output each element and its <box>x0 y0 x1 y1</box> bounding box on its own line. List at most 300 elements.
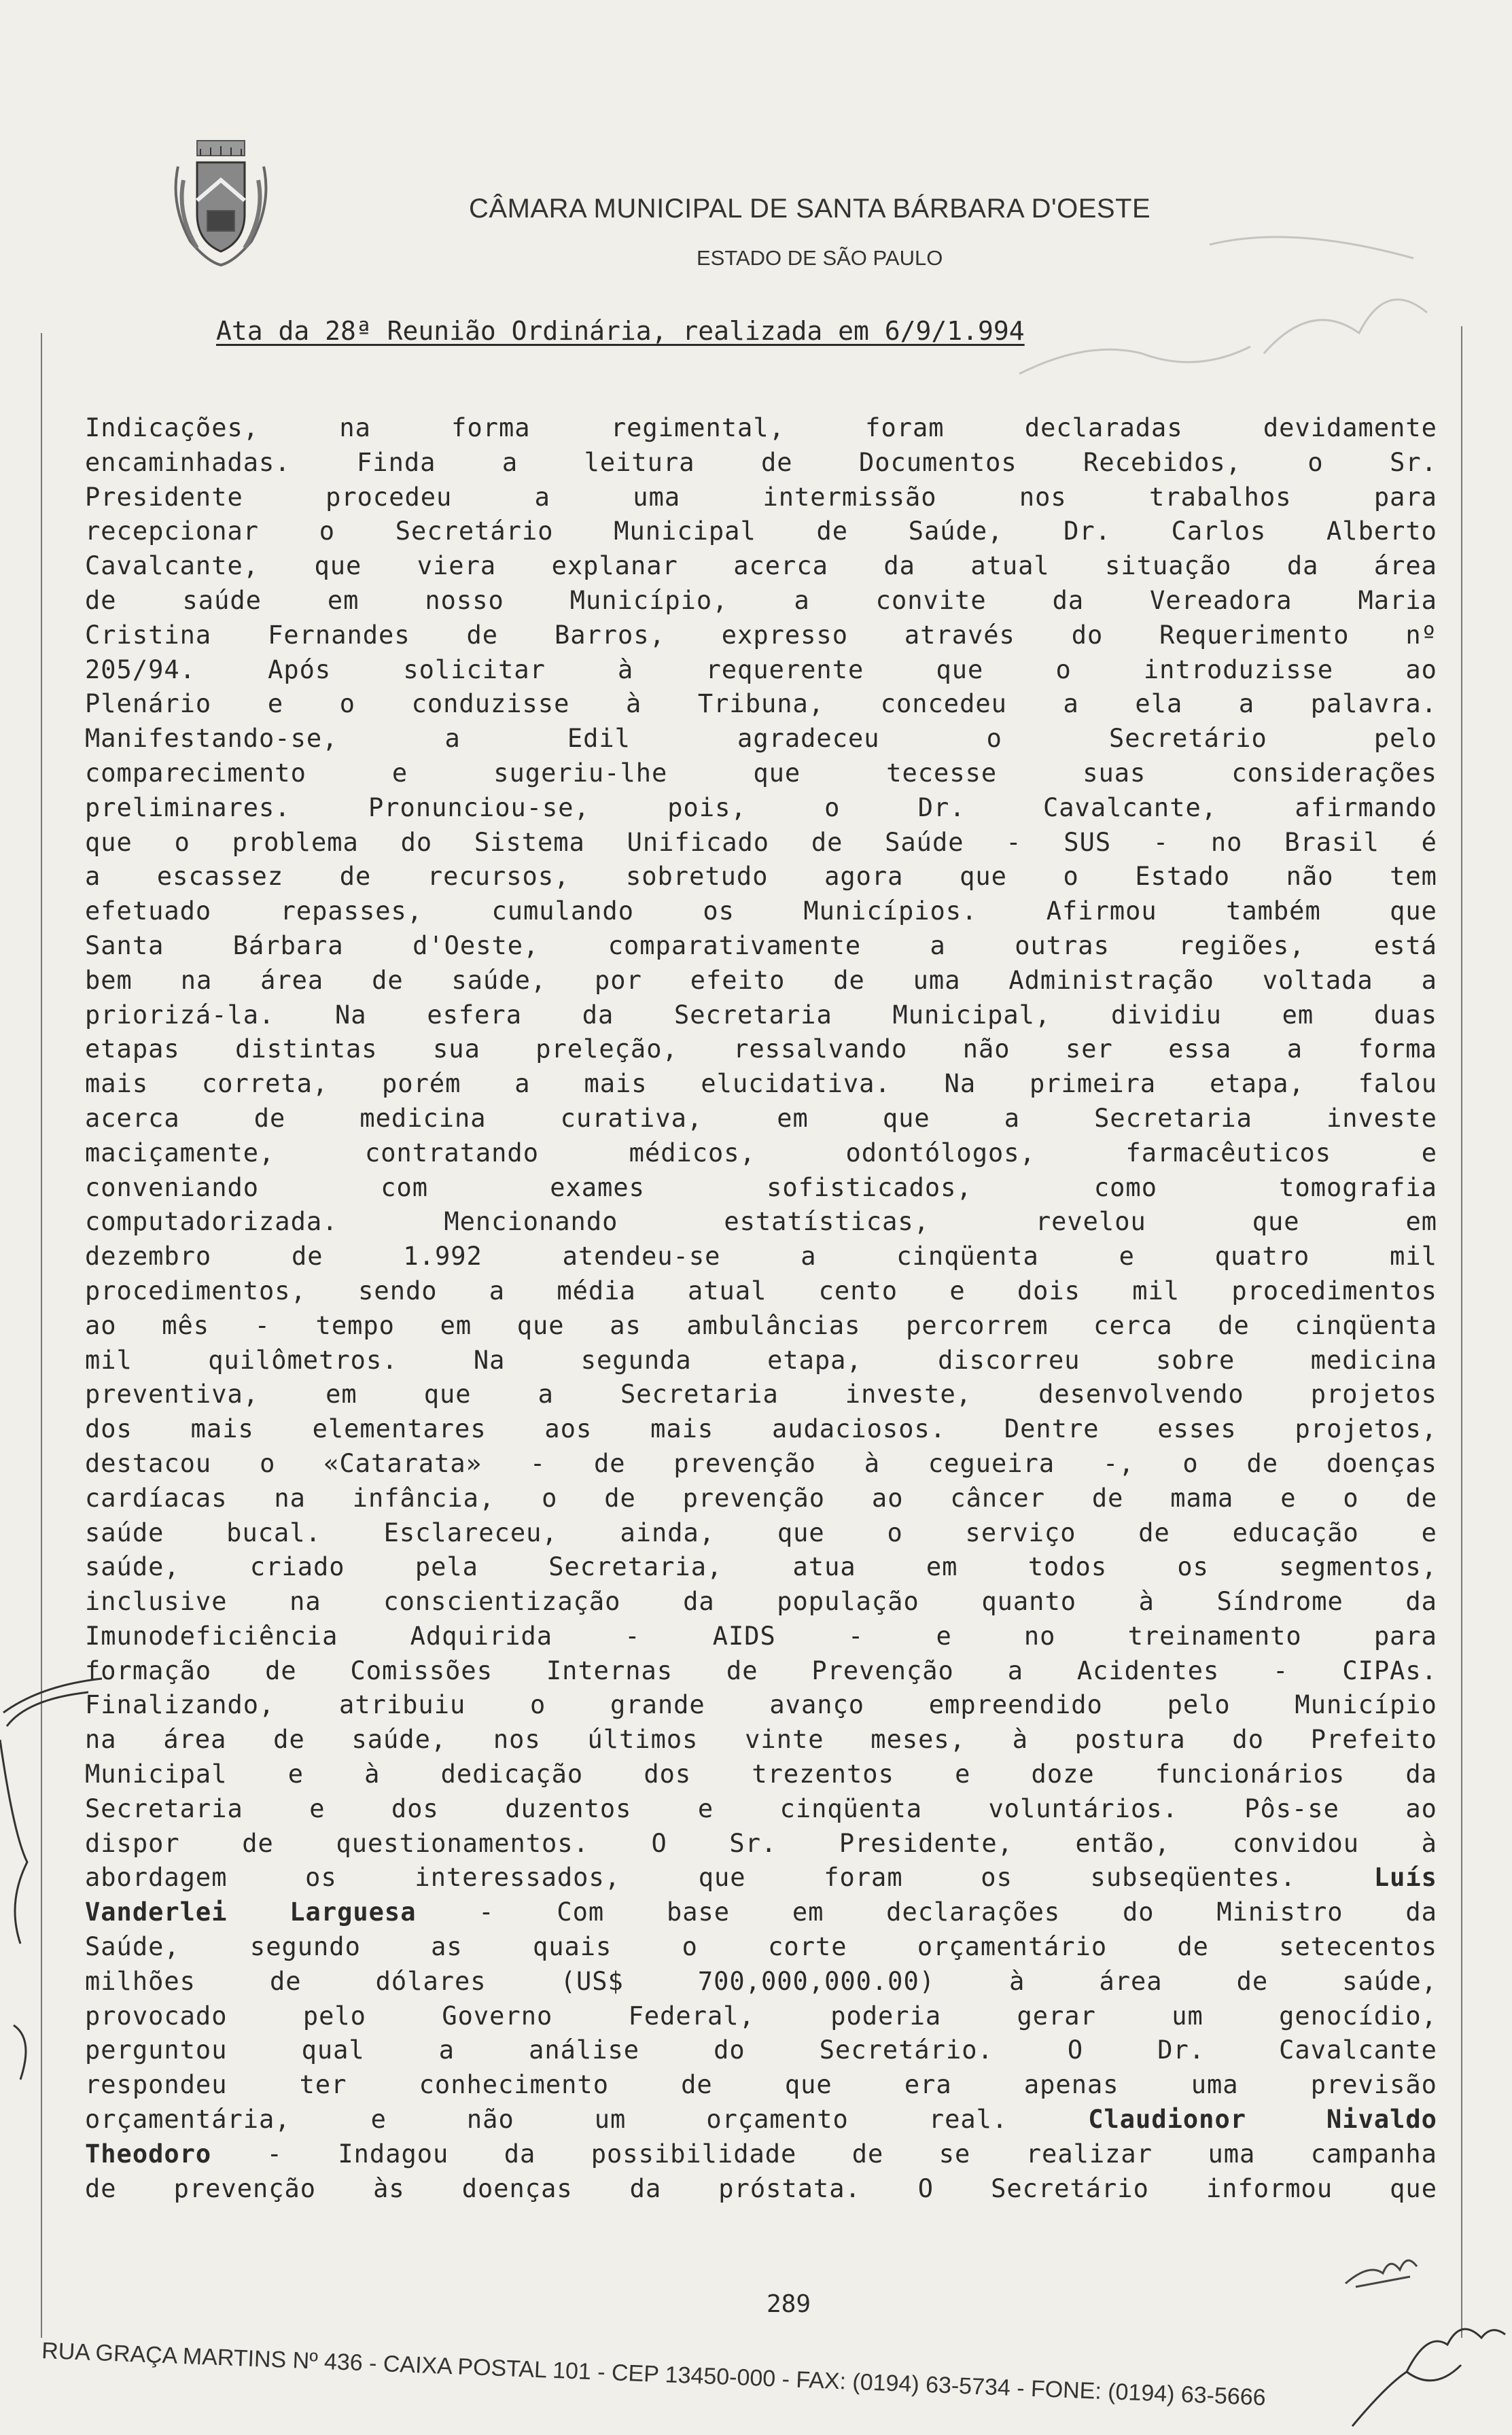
body-word: O <box>1067 2035 1084 2065</box>
body-word: requerente <box>705 654 864 684</box>
body-word: da <box>1405 1587 1437 1617</box>
body-word: computadorizada. <box>85 1207 338 1237</box>
body-word: dedicação <box>440 1759 584 1789</box>
body-word: preleção, <box>535 1034 678 1064</box>
body-word: atribuiu <box>339 1690 466 1720</box>
body-word: da <box>1286 551 1319 581</box>
body-word: Saúde, <box>85 1932 180 1962</box>
body-word: pelo <box>302 2001 366 2031</box>
body-word: da <box>504 2139 536 2169</box>
body-word: prevenção <box>173 2173 317 2203</box>
body-word: Finalizando, <box>85 1690 275 1720</box>
body-word: Municipal <box>85 1759 228 1789</box>
body-word: a <box>85 862 101 892</box>
body-line <box>85 1240 1437 1274</box>
body-word: efetuado <box>85 896 212 926</box>
body-line <box>85 1895 1437 1930</box>
body-word: formação <box>85 1656 212 1685</box>
body-word: em <box>792 1897 824 1927</box>
body-word: percorrem <box>906 1310 1049 1340</box>
body-line <box>85 722 1437 756</box>
body-line <box>85 1171 1437 1206</box>
body-word: do <box>1232 1725 1264 1755</box>
body-word: projetos, <box>1295 1414 1437 1444</box>
body-word: escassez <box>156 862 284 892</box>
body-word: - <box>625 1621 641 1651</box>
body-word: duas <box>1373 1000 1437 1030</box>
body-word: cardíacas <box>85 1483 228 1513</box>
body-word: - <box>847 1621 864 1651</box>
body-word: quanto <box>981 1587 1077 1617</box>
body-word: convidou <box>1232 1828 1360 1858</box>
body-word: Larguesa <box>289 1897 417 1927</box>
body-word: meses, <box>871 1725 966 1755</box>
body-word: doze <box>1031 1759 1095 1789</box>
body-word: interessados, <box>415 1863 621 1893</box>
body-word: dois <box>1017 1276 1080 1306</box>
body-word: em <box>777 1103 809 1133</box>
body-word: Presidente, <box>839 1828 1013 1858</box>
body-line <box>85 480 1437 515</box>
body-word: grande <box>610 1690 705 1720</box>
body-word: vinte <box>745 1725 824 1755</box>
body-word: pelo <box>1373 724 1437 754</box>
body-word: priorizá-la. <box>85 1000 275 1030</box>
body-line <box>85 2033 1437 2068</box>
body-word: mais <box>85 1069 149 1099</box>
body-word: - <box>1153 827 1170 857</box>
body-word: do <box>400 827 433 857</box>
body-word: em <box>926 1552 958 1582</box>
body-word: a <box>794 585 810 615</box>
body-word: Maria <box>1358 585 1437 615</box>
body-word: solicitar <box>403 654 546 684</box>
body-word: na <box>339 413 371 442</box>
body-word: comparativamente <box>608 930 862 960</box>
body-word: mama <box>1170 1483 1234 1513</box>
body-word: Pôs-se <box>1244 1793 1339 1823</box>
body-word: era <box>904 2070 952 2100</box>
body-word: à <box>625 689 642 719</box>
body-line <box>85 687 1437 722</box>
body-word: Vereadora <box>1150 585 1293 615</box>
body-word: - <box>478 1897 495 1927</box>
body-line <box>85 1757 1437 1792</box>
body-word: a <box>534 482 550 512</box>
body-line <box>85 1965 1437 1999</box>
body-word: saúde, <box>85 1552 180 1582</box>
body-word: porém <box>382 1069 461 1099</box>
body-line <box>85 2137 1437 2172</box>
body-word: segunda <box>580 1345 692 1375</box>
body-word: a <box>801 1242 817 1272</box>
body-word: orçamentário <box>917 1932 1108 1962</box>
body-word: não <box>466 2105 514 2135</box>
body-word: de <box>1138 1518 1170 1547</box>
body-word: por <box>595 965 642 995</box>
body-word: esfera <box>427 1000 522 1030</box>
body-word: subseqüentes. <box>1090 1863 1297 1893</box>
body-word: a <box>502 447 518 477</box>
body-word: para <box>1373 482 1437 512</box>
body-word: sugeriu-lhe <box>493 758 668 788</box>
body-word: voltada <box>1262 965 1373 995</box>
body-word: orçamento <box>706 2105 849 2135</box>
body-word: de <box>253 1103 286 1133</box>
body-word: mais <box>650 1414 714 1444</box>
body-word: a <box>1421 965 1437 995</box>
body-word: Fernandes <box>268 620 410 650</box>
body-word: Municipal, <box>892 1000 1051 1030</box>
body-line <box>85 1827 1437 1861</box>
body-word: em <box>1282 1000 1314 1030</box>
body-word: de <box>85 585 117 615</box>
body-word: Afirmou <box>1046 896 1157 926</box>
body-line <box>85 618 1437 653</box>
body-word: a <box>489 1276 506 1306</box>
body-word: treinamento <box>1127 1621 1302 1651</box>
body-word: Theodoro <box>85 2139 212 2169</box>
body-word: mais <box>190 1414 254 1444</box>
body-line <box>85 1032 1437 1067</box>
body-word: - <box>1273 1656 1289 1685</box>
body-word: Administração <box>1008 965 1214 995</box>
body-word: que <box>936 654 984 684</box>
body-word: um <box>1172 2001 1203 2031</box>
body-word: genocídio, <box>1279 2001 1437 2031</box>
body-word: de <box>242 1828 274 1858</box>
body-word: infância, <box>352 1483 495 1513</box>
body-word: ela <box>1135 689 1183 719</box>
body-word: no <box>1023 1621 1056 1651</box>
body-word: como <box>1093 1172 1157 1202</box>
body-word: o <box>1307 447 1324 477</box>
body-word: apenas <box>1023 2070 1119 2100</box>
body-word: da <box>1052 585 1085 615</box>
body-word: sobretudo <box>625 862 769 892</box>
body-word: esses <box>1157 1414 1237 1444</box>
body-line <box>85 1067 1437 1102</box>
body-line <box>85 2172 1437 2207</box>
body-line <box>85 1516 1437 1551</box>
body-word: a <box>1004 1103 1021 1133</box>
body-word: qual <box>301 2035 365 2065</box>
body-line <box>85 1412 1437 1447</box>
minutes-title: Ata da 28ª Reunião Ordinária, realizada em 6/9/1.994 <box>216 316 1025 346</box>
body-word: do <box>714 2035 745 2065</box>
body-word: de <box>273 1725 305 1755</box>
body-word: etapas <box>85 1034 180 1064</box>
corner-signature-icon <box>1346 2304 1509 2433</box>
body-word: postura <box>1074 1725 1186 1755</box>
body-line <box>85 446 1437 480</box>
body-word: de <box>270 1966 302 1996</box>
body-word: poderia <box>830 2001 942 2031</box>
body-word: o <box>1343 1483 1359 1513</box>
body-word: SUS <box>1063 827 1112 857</box>
body-line <box>85 1792 1437 1827</box>
body-word: que <box>753 758 801 788</box>
body-word: explanar <box>551 551 678 581</box>
body-word: exames <box>550 1172 645 1202</box>
body-word: maciçamente, <box>85 1138 275 1168</box>
body-word: Recebidos, <box>1083 447 1242 477</box>
body-word: Cavalcante, <box>85 551 260 581</box>
body-word: O <box>651 1828 667 1858</box>
body-word: etapa, <box>1210 1069 1305 1099</box>
body-word: a <box>444 724 461 754</box>
body-word: distintas <box>235 1034 378 1064</box>
body-word: «Catarata» <box>323 1448 482 1478</box>
body-word: na <box>289 1587 321 1617</box>
body-line <box>85 2103 1437 2137</box>
body-word: Secretaria <box>1094 1103 1252 1133</box>
header-signature-icon <box>1006 217 1454 394</box>
body-word: ter <box>299 2070 347 2100</box>
page-number: 289 <box>767 2290 811 2318</box>
body-word: O <box>917 2173 934 2203</box>
body-line <box>85 1309 1437 1344</box>
body-line <box>85 1688 1437 1723</box>
body-word: área <box>260 965 324 995</box>
body-word: ressalvando <box>733 1034 908 1064</box>
body-word: aos <box>544 1414 593 1444</box>
body-word: nosso <box>425 585 504 615</box>
body-line <box>85 1482 1437 1516</box>
body-word: trezentos <box>752 1759 894 1789</box>
body-word: tecesse <box>886 758 998 788</box>
body-word: possibilidade <box>591 2139 797 2169</box>
body-word: nos <box>493 1725 541 1755</box>
body-word: os <box>981 1863 1013 1893</box>
body-word: regimental, <box>610 413 785 442</box>
body-word: de <box>760 447 793 477</box>
body-word: na <box>85 1725 117 1755</box>
body-word: encaminhadas. <box>85 447 291 477</box>
body-word: audaciosos. <box>771 1414 947 1444</box>
body-word: Acidentes <box>1076 1656 1220 1685</box>
body-word: de <box>372 965 404 995</box>
body-word: e <box>955 1759 971 1789</box>
body-word: doenças <box>461 2173 573 2203</box>
body-word: saúde, <box>1342 1966 1437 1996</box>
body-word: os <box>1177 1552 1209 1582</box>
body-line <box>85 756 1437 791</box>
body-word: 1.992 <box>403 1242 482 1272</box>
body-line <box>85 1447 1437 1482</box>
body-word: quilômetros. <box>208 1345 398 1375</box>
body-word: Documentos <box>858 447 1017 477</box>
body-word: investe, <box>845 1380 972 1409</box>
body-word: nº <box>1405 620 1437 650</box>
body-word: a <box>1286 1034 1303 1064</box>
body-word: conscientização <box>383 1587 621 1617</box>
body-word: ao <box>871 1483 904 1513</box>
body-word: Presidente <box>85 482 243 512</box>
body-word: elucidativa. <box>701 1069 891 1099</box>
body-word: de <box>85 2173 117 2203</box>
body-word: Plenário <box>85 689 212 719</box>
body-word: o <box>887 1518 903 1547</box>
body-word: conduzisse <box>411 689 570 719</box>
body-word: de <box>604 1483 636 1513</box>
body-word: de <box>1177 1932 1209 1962</box>
body-word: declarações <box>886 1897 1061 1927</box>
body-word: da <box>883 551 915 581</box>
body-word: Dr. <box>917 792 966 822</box>
body-word: dos <box>644 1759 692 1789</box>
body-word: concedeu <box>880 689 1007 719</box>
body-word: Indagou <box>338 2139 449 2169</box>
body-word: de <box>1091 1483 1124 1513</box>
body-word: previsão <box>1310 2070 1437 2100</box>
body-word: o <box>1182 1448 1199 1478</box>
body-line <box>85 1930 1437 1965</box>
body-word: Prevenção <box>811 1656 954 1685</box>
body-word: não <box>1286 862 1334 892</box>
body-word: suas <box>1083 758 1146 788</box>
body-word: procedimentos, <box>85 1276 306 1306</box>
body-word: próstata. <box>718 2173 861 2203</box>
body-word: Dr. <box>1157 2035 1206 2065</box>
coat-of-arms-icon <box>170 139 272 268</box>
body-word: dezembro <box>85 1242 212 1272</box>
body-word: às <box>373 2173 405 2203</box>
body-word: prevenção <box>682 1483 826 1513</box>
body-word: (US$ <box>560 1966 624 1996</box>
body-word: do <box>1123 1897 1155 1927</box>
body-word: d'Oeste, <box>412 930 540 960</box>
body-word: Saúde, <box>908 516 1004 546</box>
body-word: regiões, <box>1178 930 1305 960</box>
body-word: Manifestando-se, <box>85 724 338 754</box>
body-word: de <box>466 620 499 650</box>
body-word: saúde <box>85 1518 164 1547</box>
body-word: Indicações, <box>85 413 260 442</box>
body-word: o <box>339 689 355 719</box>
body-line <box>85 2068 1437 2103</box>
body-word: afirmando <box>1295 792 1437 822</box>
body-word: 700,000,000.00) <box>697 1966 935 1996</box>
body-word: educação <box>1232 1518 1359 1547</box>
body-word: a <box>1238 689 1255 719</box>
body-word: problema <box>232 827 359 857</box>
body-word: agradeceu <box>737 724 880 754</box>
body-word: Brasil <box>1284 827 1379 857</box>
body-word: funcionários <box>1155 1759 1346 1789</box>
body-word: Alberto <box>1326 516 1437 546</box>
body-word: Barros, <box>554 620 665 650</box>
body-word: pois, <box>667 792 747 822</box>
body-word: essa <box>1168 1034 1232 1064</box>
chamber-title: CÂMARA MUNICIPAL DE SANTA BÁRBARA D'OESTE <box>469 194 1151 224</box>
body-line <box>85 1344 1437 1378</box>
body-word: Adquirida <box>410 1621 553 1651</box>
body-line <box>85 653 1437 688</box>
body-word: cegueira <box>928 1448 1055 1478</box>
body-word: Cavalcante, <box>1043 792 1218 822</box>
body-word: da <box>1405 1759 1437 1789</box>
body-word: abordagem <box>85 1863 228 1893</box>
body-word: procedeu <box>326 482 453 512</box>
body-word: devidamente <box>1263 413 1437 442</box>
body-word: o <box>1063 862 1079 892</box>
body-word: mil <box>85 1345 133 1375</box>
body-line <box>85 826 1437 860</box>
body-word: do <box>1071 620 1104 650</box>
body-word: à <box>364 1759 381 1789</box>
body-word: intermissão <box>762 482 937 512</box>
body-word: base <box>666 1897 731 1927</box>
body-word: que <box>1390 2173 1437 2203</box>
body-word: Governo <box>442 2001 553 2031</box>
body-line <box>85 411 1437 446</box>
body-line <box>85 1654 1437 1689</box>
body-word: tem <box>1390 862 1437 892</box>
body-word: os <box>305 1863 337 1893</box>
body-word: Carlos <box>1171 516 1267 546</box>
body-word: Secretário <box>395 516 554 546</box>
body-word: sua <box>433 1034 480 1064</box>
body-word: ao <box>1405 654 1437 684</box>
body-word: quatro <box>1214 1242 1310 1272</box>
body-word: Esclareceu, <box>383 1518 558 1547</box>
body-word: uma <box>1208 2139 1256 2169</box>
body-word: setecentos <box>1279 1932 1437 1962</box>
body-word: acerca <box>733 551 828 581</box>
body-word: da <box>683 1587 715 1617</box>
body-word: agora <box>824 862 904 892</box>
body-word: que <box>85 827 133 857</box>
body-word: a <box>930 930 946 960</box>
body-word: o <box>319 516 336 546</box>
body-word: Municipal <box>614 516 756 546</box>
body-word: repasses, <box>280 896 423 926</box>
body-word: que <box>423 1380 472 1409</box>
body-word: que <box>1390 896 1437 926</box>
body-word: ao <box>85 1310 117 1340</box>
body-word: Pronunciou-se, <box>368 792 590 822</box>
body-word: a <box>514 1069 531 1099</box>
body-word: Finda <box>357 447 436 477</box>
body-word: Claudionor <box>1088 2105 1246 2135</box>
body-word: - <box>254 1310 270 1340</box>
body-word: o <box>530 1690 546 1720</box>
body-word: respondeu <box>85 2070 228 2100</box>
body-word: na <box>180 965 213 995</box>
body-word: o <box>824 792 841 822</box>
body-word: em <box>327 585 359 615</box>
body-word: Secretaria <box>673 1000 832 1030</box>
body-word: dólares <box>375 1966 487 1996</box>
body-word: farmacêuticos <box>1125 1138 1332 1168</box>
body-word: Municípios. <box>803 896 978 926</box>
body-word: atendeu-se <box>562 1242 721 1272</box>
initials-signature-icon <box>1342 2249 1424 2297</box>
body-word: de <box>851 2139 884 2169</box>
body-word: outras <box>1015 930 1110 960</box>
body-word: sendo <box>358 1276 438 1306</box>
body-word: avanço <box>769 1690 865 1720</box>
body-word: Secretaria <box>85 1793 243 1823</box>
body-word: foram <box>865 413 945 442</box>
body-word: foram <box>824 1863 903 1893</box>
body-word: Secretaria <box>620 1380 779 1409</box>
body-word: declaradas <box>1024 413 1183 442</box>
body-word: atual <box>688 1276 767 1306</box>
body-word: dividiu <box>1110 1000 1222 1030</box>
body-line <box>85 1999 1437 2034</box>
